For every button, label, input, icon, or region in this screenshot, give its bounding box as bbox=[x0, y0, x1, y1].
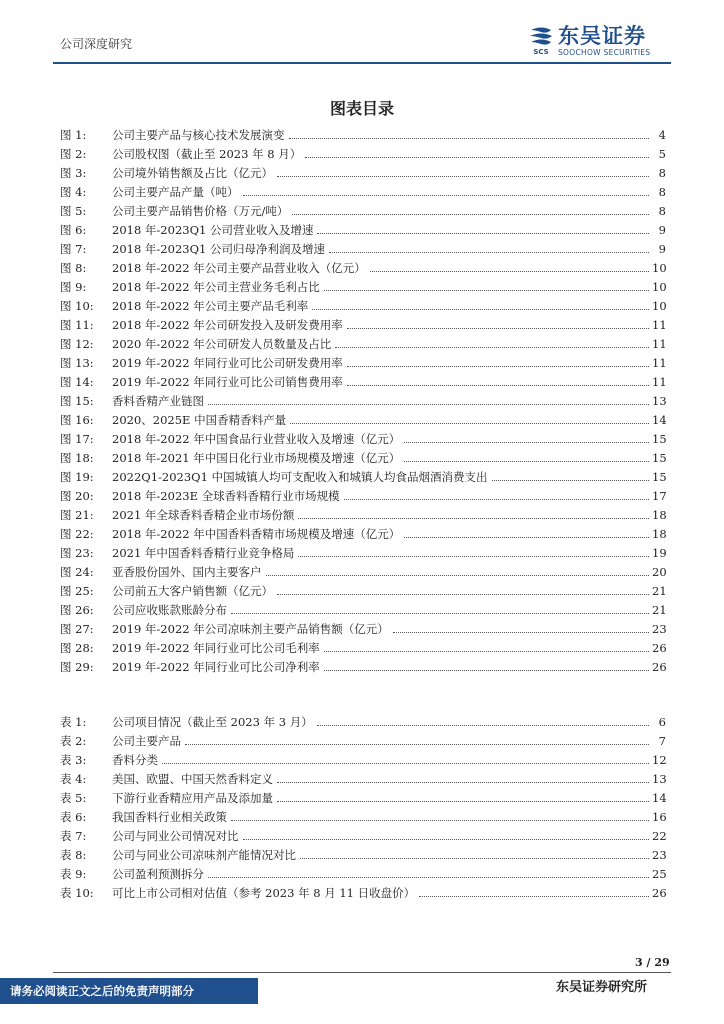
toc-entry-label: 图 11: bbox=[60, 318, 94, 332]
toc-entry-title: 2018 年-2022 年公司主营业务毛利占比 bbox=[112, 280, 320, 294]
toc-entry-page: 4 bbox=[658, 128, 666, 142]
toc-entry[interactable] bbox=[60, 847, 666, 866]
leader-dots bbox=[231, 820, 649, 821]
leader-dots bbox=[419, 896, 649, 897]
report-type: 公司深度研究 bbox=[60, 37, 133, 51]
toc-entry[interactable] bbox=[60, 771, 666, 790]
toc-entry[interactable] bbox=[60, 469, 666, 488]
toc-entry[interactable] bbox=[60, 127, 666, 146]
leader-dots bbox=[298, 556, 649, 557]
toc-entry-label: 图 24: bbox=[60, 565, 94, 579]
logo-english-name: SOOCHOW SECURITIES bbox=[558, 48, 651, 57]
toc-entry-title: 2020、2025E 中国香精香料产量 bbox=[112, 413, 287, 427]
toc-entry-page: 12 bbox=[652, 753, 667, 767]
toc-entry-page: 9 bbox=[658, 223, 666, 237]
toc-entry[interactable] bbox=[60, 507, 666, 526]
toc-entry-title: 公司主要产品与核心技术发展演变 bbox=[112, 128, 285, 142]
toc-entry-title: 2022Q1-2023Q1 中国城镇人均可支配收入和城镇人均食品烟酒消费支出 bbox=[112, 470, 488, 484]
toc-entry-title: 亚香股份国外、国内主要客户 bbox=[112, 565, 262, 579]
toc-entry-title: 2019 年-2022 年同行业可比公司研发费用率 bbox=[112, 356, 343, 370]
toc-entry-title: 2019 年-2022 年同行业可比公司净利率 bbox=[112, 660, 320, 674]
toc-entry-title: 2018 年-2022 年公司研发投入及研发费用率 bbox=[112, 318, 343, 332]
toc-entry-title: 2018 年-2022 年中国食品行业营业收入及增速（亿元） bbox=[112, 432, 401, 446]
toc-entry-page: 13 bbox=[652, 394, 667, 408]
toc-entry-label: 图 4: bbox=[60, 185, 87, 199]
toc-entry-label: 表 1: bbox=[60, 715, 87, 729]
toc-entry[interactable] bbox=[60, 752, 666, 771]
leader-dots bbox=[305, 157, 649, 158]
toc-entry-page: 23 bbox=[652, 848, 667, 862]
toc-entry[interactable] bbox=[60, 146, 666, 165]
leader-dots bbox=[243, 839, 650, 840]
toc-entry[interactable] bbox=[60, 866, 666, 885]
toc-entry-page: 14 bbox=[652, 791, 667, 805]
leader-dots bbox=[277, 594, 649, 595]
toc-entry-page: 9 bbox=[658, 242, 666, 256]
toc-entry-label: 图 3: bbox=[60, 166, 87, 180]
leader-dots bbox=[243, 195, 650, 196]
leader-dots bbox=[300, 858, 649, 859]
toc-entry-title: 2018 年-2021 年中国日化行业市场规模及增速（亿元） bbox=[112, 451, 401, 465]
toc-entry-page: 10 bbox=[652, 261, 667, 275]
leader-dots bbox=[289, 138, 650, 139]
toc-entry[interactable] bbox=[60, 336, 666, 355]
toc-entry[interactable] bbox=[60, 222, 666, 241]
toc-entry-title: 我国香料行业相关政策 bbox=[112, 810, 227, 824]
toc-entry-page: 15 bbox=[652, 451, 667, 465]
toc-entry-page: 5 bbox=[658, 147, 666, 161]
figure-list bbox=[60, 127, 666, 678]
toc-entry-title: 公司应收账款账龄分布 bbox=[112, 603, 227, 617]
toc-entry-title: 公司前五大客户销售额（亿元） bbox=[112, 584, 273, 598]
toc-entry[interactable] bbox=[60, 828, 666, 847]
leader-dots bbox=[292, 214, 649, 215]
toc-entry-label: 图 22: bbox=[60, 527, 94, 541]
toc-entry[interactable] bbox=[60, 809, 666, 828]
leader-dots bbox=[266, 575, 650, 576]
toc-entry-label: 图 27: bbox=[60, 622, 94, 636]
toc-entry-title: 可比上市公司相对估值（参考 2023 年 8 月 11 日收盘价） bbox=[112, 886, 416, 900]
toc-entry[interactable] bbox=[60, 885, 666, 904]
toc-entry-label: 图 14: bbox=[60, 375, 94, 389]
toc-entry-title: 香料分类 bbox=[112, 753, 158, 767]
leader-dots bbox=[324, 290, 649, 291]
toc-entry[interactable] bbox=[60, 393, 666, 412]
toc-entry[interactable] bbox=[60, 412, 666, 431]
toc-entry-page: 11 bbox=[652, 375, 667, 389]
toc-entry[interactable] bbox=[60, 317, 666, 336]
toc-entry-label: 图 15: bbox=[60, 394, 94, 408]
leader-dots bbox=[404, 461, 649, 462]
toc-entry-page: 10 bbox=[652, 280, 667, 294]
toc-entry-label: 表 2: bbox=[60, 734, 87, 748]
toc-entry-page: 8 bbox=[658, 185, 666, 199]
toc-entry-label: 表 3: bbox=[60, 753, 87, 767]
toc-entry-title: 2021 年中国香料香精行业竞争格局 bbox=[112, 546, 295, 560]
leader-dots bbox=[344, 499, 649, 500]
toc-entry[interactable] bbox=[60, 298, 666, 317]
toc-entry-page: 26 bbox=[652, 660, 667, 674]
leader-dots bbox=[312, 309, 649, 310]
toc-entry-title: 2018 年-2022 年公司主要产品毛利率 bbox=[112, 299, 309, 313]
leader-dots bbox=[347, 385, 649, 386]
toc-entry-title: 下游行业香精应用产品及添加量 bbox=[112, 791, 273, 805]
leader-dots bbox=[370, 271, 649, 272]
toc-entry-label: 图 6: bbox=[60, 223, 87, 237]
logo-mark-text: SCS bbox=[533, 48, 549, 57]
toc-entry-page: 18 bbox=[652, 527, 667, 541]
toc-entry-label: 图 16: bbox=[60, 413, 94, 427]
toc-entry[interactable] bbox=[60, 450, 666, 469]
toc-entry-page: 10 bbox=[652, 299, 667, 313]
toc-entry-page: 11 bbox=[652, 356, 667, 370]
leader-dots bbox=[324, 670, 649, 671]
toc-entry-label: 图 12: bbox=[60, 337, 94, 351]
toc-entry-label: 表 4: bbox=[60, 772, 87, 786]
toc-entry[interactable] bbox=[60, 431, 666, 450]
company-logo bbox=[528, 26, 651, 57]
leader-dots bbox=[317, 725, 649, 726]
toc-entry-label: 图 1: bbox=[60, 128, 87, 142]
toc-entry-page: 17 bbox=[652, 489, 667, 503]
toc-entry-title: 2018 年-2022 年中国香料香精市场规模及增速（亿元） bbox=[112, 527, 401, 541]
leader-dots bbox=[231, 613, 649, 614]
toc-entry-title: 公司主要产品销售价格（万元/吨） bbox=[112, 204, 289, 218]
toc-entry-label: 图 21: bbox=[60, 508, 94, 522]
toc-entry-page: 8 bbox=[658, 166, 666, 180]
institute-name: 东吴证券研究所 bbox=[556, 980, 648, 995]
leader-dots bbox=[185, 744, 649, 745]
toc-entry-label: 图 18: bbox=[60, 451, 94, 465]
toc-entry[interactable] bbox=[60, 790, 666, 809]
toc-entry-label: 图 25: bbox=[60, 584, 94, 598]
toc-entry-label: 图 2: bbox=[60, 147, 87, 161]
toc-entry-label: 图 10: bbox=[60, 299, 94, 313]
toc-entry[interactable] bbox=[60, 545, 666, 564]
toc-entry-page: 15 bbox=[652, 470, 667, 484]
toc-entry-page: 19 bbox=[652, 546, 667, 560]
toc-entry-label: 表 8: bbox=[60, 848, 87, 862]
toc-entry-page: 11 bbox=[652, 318, 667, 332]
toc-entry-label: 图 29: bbox=[60, 660, 94, 674]
toc-entry-label: 图 5: bbox=[60, 204, 87, 218]
page-number: 3 / 29 bbox=[635, 956, 670, 969]
page-title: 图表目录 bbox=[329, 99, 394, 118]
toc-entry[interactable] bbox=[60, 526, 666, 545]
toc-entry-title: 2019 年-2022 年同行业可比公司销售费用率 bbox=[112, 375, 343, 389]
leader-dots bbox=[290, 423, 649, 424]
toc-entry-label: 图 17: bbox=[60, 432, 94, 446]
toc-entry-title: 香料香精产业链图 bbox=[112, 394, 204, 408]
footer-divider bbox=[53, 972, 671, 973]
leader-dots bbox=[298, 518, 649, 519]
toc-entry-title: 2019 年-2022 年公司凉味剂主要产品销售额（亿元） bbox=[112, 622, 389, 636]
toc-entry[interactable] bbox=[60, 241, 666, 260]
toc-entry[interactable] bbox=[60, 355, 666, 374]
toc-entry-page: 21 bbox=[652, 584, 667, 598]
toc-entry-title: 公司境外销售额及占比（亿元） bbox=[112, 166, 273, 180]
toc-entry-page: 7 bbox=[658, 734, 666, 748]
toc-entry-label: 图 23: bbox=[60, 546, 94, 560]
toc-entry-title: 公司主要产品产量（吨） bbox=[112, 185, 239, 199]
toc-entry-title: 公司股权图（截止至 2023 年 8 月） bbox=[112, 147, 302, 161]
soochow-logo-icon bbox=[528, 26, 554, 56]
toc-entry-page: 25 bbox=[652, 867, 667, 881]
toc-entry-page: 13 bbox=[652, 772, 667, 786]
toc-entry-title: 公司项目情况（截止至 2023 年 3 月） bbox=[112, 715, 313, 729]
toc-entry[interactable] bbox=[60, 203, 666, 222]
toc-entry-label: 图 8: bbox=[60, 261, 87, 275]
toc-entry-label: 表 9: bbox=[60, 867, 87, 881]
leader-dots bbox=[324, 651, 649, 652]
toc-entry-title: 2018 年-2022 年公司主要产品营业收入（亿元） bbox=[112, 261, 366, 275]
toc-entry-label: 图 19: bbox=[60, 470, 94, 484]
leader-dots bbox=[277, 782, 649, 783]
toc-entry-label: 表 5: bbox=[60, 791, 87, 805]
toc-entry-page: 16 bbox=[652, 810, 667, 824]
leader-dots bbox=[347, 328, 649, 329]
toc-entry-title: 公司与同业公司情况对比 bbox=[112, 829, 239, 843]
toc-entry-page: 26 bbox=[652, 641, 667, 655]
toc-entry-title: 2019 年-2022 年同行业可比公司毛利率 bbox=[112, 641, 320, 655]
toc-entry-label: 图 28: bbox=[60, 641, 94, 655]
leader-dots bbox=[404, 537, 649, 538]
toc-entry-title: 2020 年-2022 年公司研发人员数量及占比 bbox=[112, 337, 332, 351]
toc-entry[interactable] bbox=[60, 583, 666, 602]
toc-entry[interactable] bbox=[60, 374, 666, 393]
toc-entry[interactable] bbox=[60, 260, 666, 279]
toc-entry-label: 图 13: bbox=[60, 356, 94, 370]
toc-entry[interactable] bbox=[60, 659, 666, 678]
toc-entry[interactable] bbox=[60, 602, 666, 621]
toc-entry-page: 23 bbox=[652, 622, 667, 636]
leader-dots bbox=[393, 632, 649, 633]
table-list bbox=[60, 714, 666, 904]
toc-entry-title: 2018 年-2023Q1 公司归母净利润及增速 bbox=[112, 242, 325, 256]
disclaimer-banner: 请务必阅读正文之后的免责声明部分 bbox=[0, 978, 258, 1004]
leader-dots bbox=[277, 801, 649, 802]
toc-entry-page: 15 bbox=[652, 432, 667, 446]
leader-dots bbox=[492, 480, 649, 481]
toc-entry-label: 表 7: bbox=[60, 829, 87, 843]
toc-entry-page: 26 bbox=[652, 886, 667, 900]
leader-dots bbox=[208, 877, 649, 878]
toc-entry[interactable] bbox=[60, 621, 666, 640]
toc-entry-page: 8 bbox=[658, 204, 666, 218]
toc-entry-title: 公司盈利预测拆分 bbox=[112, 867, 204, 881]
toc-entry-title: 2018 年-2023E 全球香料香精行业市场规模 bbox=[112, 489, 340, 503]
leader-dots bbox=[329, 252, 649, 253]
toc-entry-label: 图 20: bbox=[60, 489, 94, 503]
leader-dots bbox=[404, 442, 649, 443]
toc-entry-page: 20 bbox=[652, 565, 667, 579]
toc-entry[interactable] bbox=[60, 733, 666, 752]
toc-entry-page: 14 bbox=[652, 413, 667, 427]
toc-entry-title: 公司与同业公司凉味剂产能情况对比 bbox=[112, 848, 296, 862]
leader-dots bbox=[347, 366, 649, 367]
toc-entry-title: 2018 年-2023Q1 公司营业收入及增速 bbox=[112, 223, 314, 237]
toc-entry[interactable] bbox=[60, 714, 666, 733]
toc-entry[interactable] bbox=[60, 184, 666, 203]
toc-entry[interactable] bbox=[60, 279, 666, 298]
toc-entry-page: 21 bbox=[652, 603, 667, 617]
toc-entry-page: 6 bbox=[658, 715, 666, 729]
toc-entry-title: 美国、欧盟、中国天然香料定义 bbox=[112, 772, 273, 786]
leader-dots bbox=[162, 763, 649, 764]
toc-entry-title: 2021 年全球香料香精企业市场份额 bbox=[112, 508, 295, 522]
toc-entry-title: 公司主要产品 bbox=[112, 734, 181, 748]
toc-entry-label: 表 6: bbox=[60, 810, 87, 824]
toc-entry-page: 18 bbox=[652, 508, 667, 522]
toc-entry[interactable] bbox=[60, 488, 666, 507]
leader-dots bbox=[317, 233, 649, 234]
toc-entry-label: 图 7: bbox=[60, 242, 87, 256]
leader-dots bbox=[208, 404, 649, 405]
logo-chinese-name: 东吴证券 bbox=[558, 24, 646, 48]
toc-entry-label: 图 9: bbox=[60, 280, 87, 294]
header-divider bbox=[53, 62, 671, 64]
toc-entry[interactable] bbox=[60, 640, 666, 659]
toc-entry[interactable] bbox=[60, 165, 666, 184]
leader-dots bbox=[335, 347, 649, 348]
toc-entry[interactable] bbox=[60, 564, 666, 583]
toc-entry-label: 图 26: bbox=[60, 603, 94, 617]
toc-entry-page: 22 bbox=[652, 829, 667, 843]
toc-entry-label: 表 10: bbox=[60, 886, 94, 900]
leader-dots bbox=[277, 176, 649, 177]
toc-entry-page: 11 bbox=[652, 337, 667, 351]
